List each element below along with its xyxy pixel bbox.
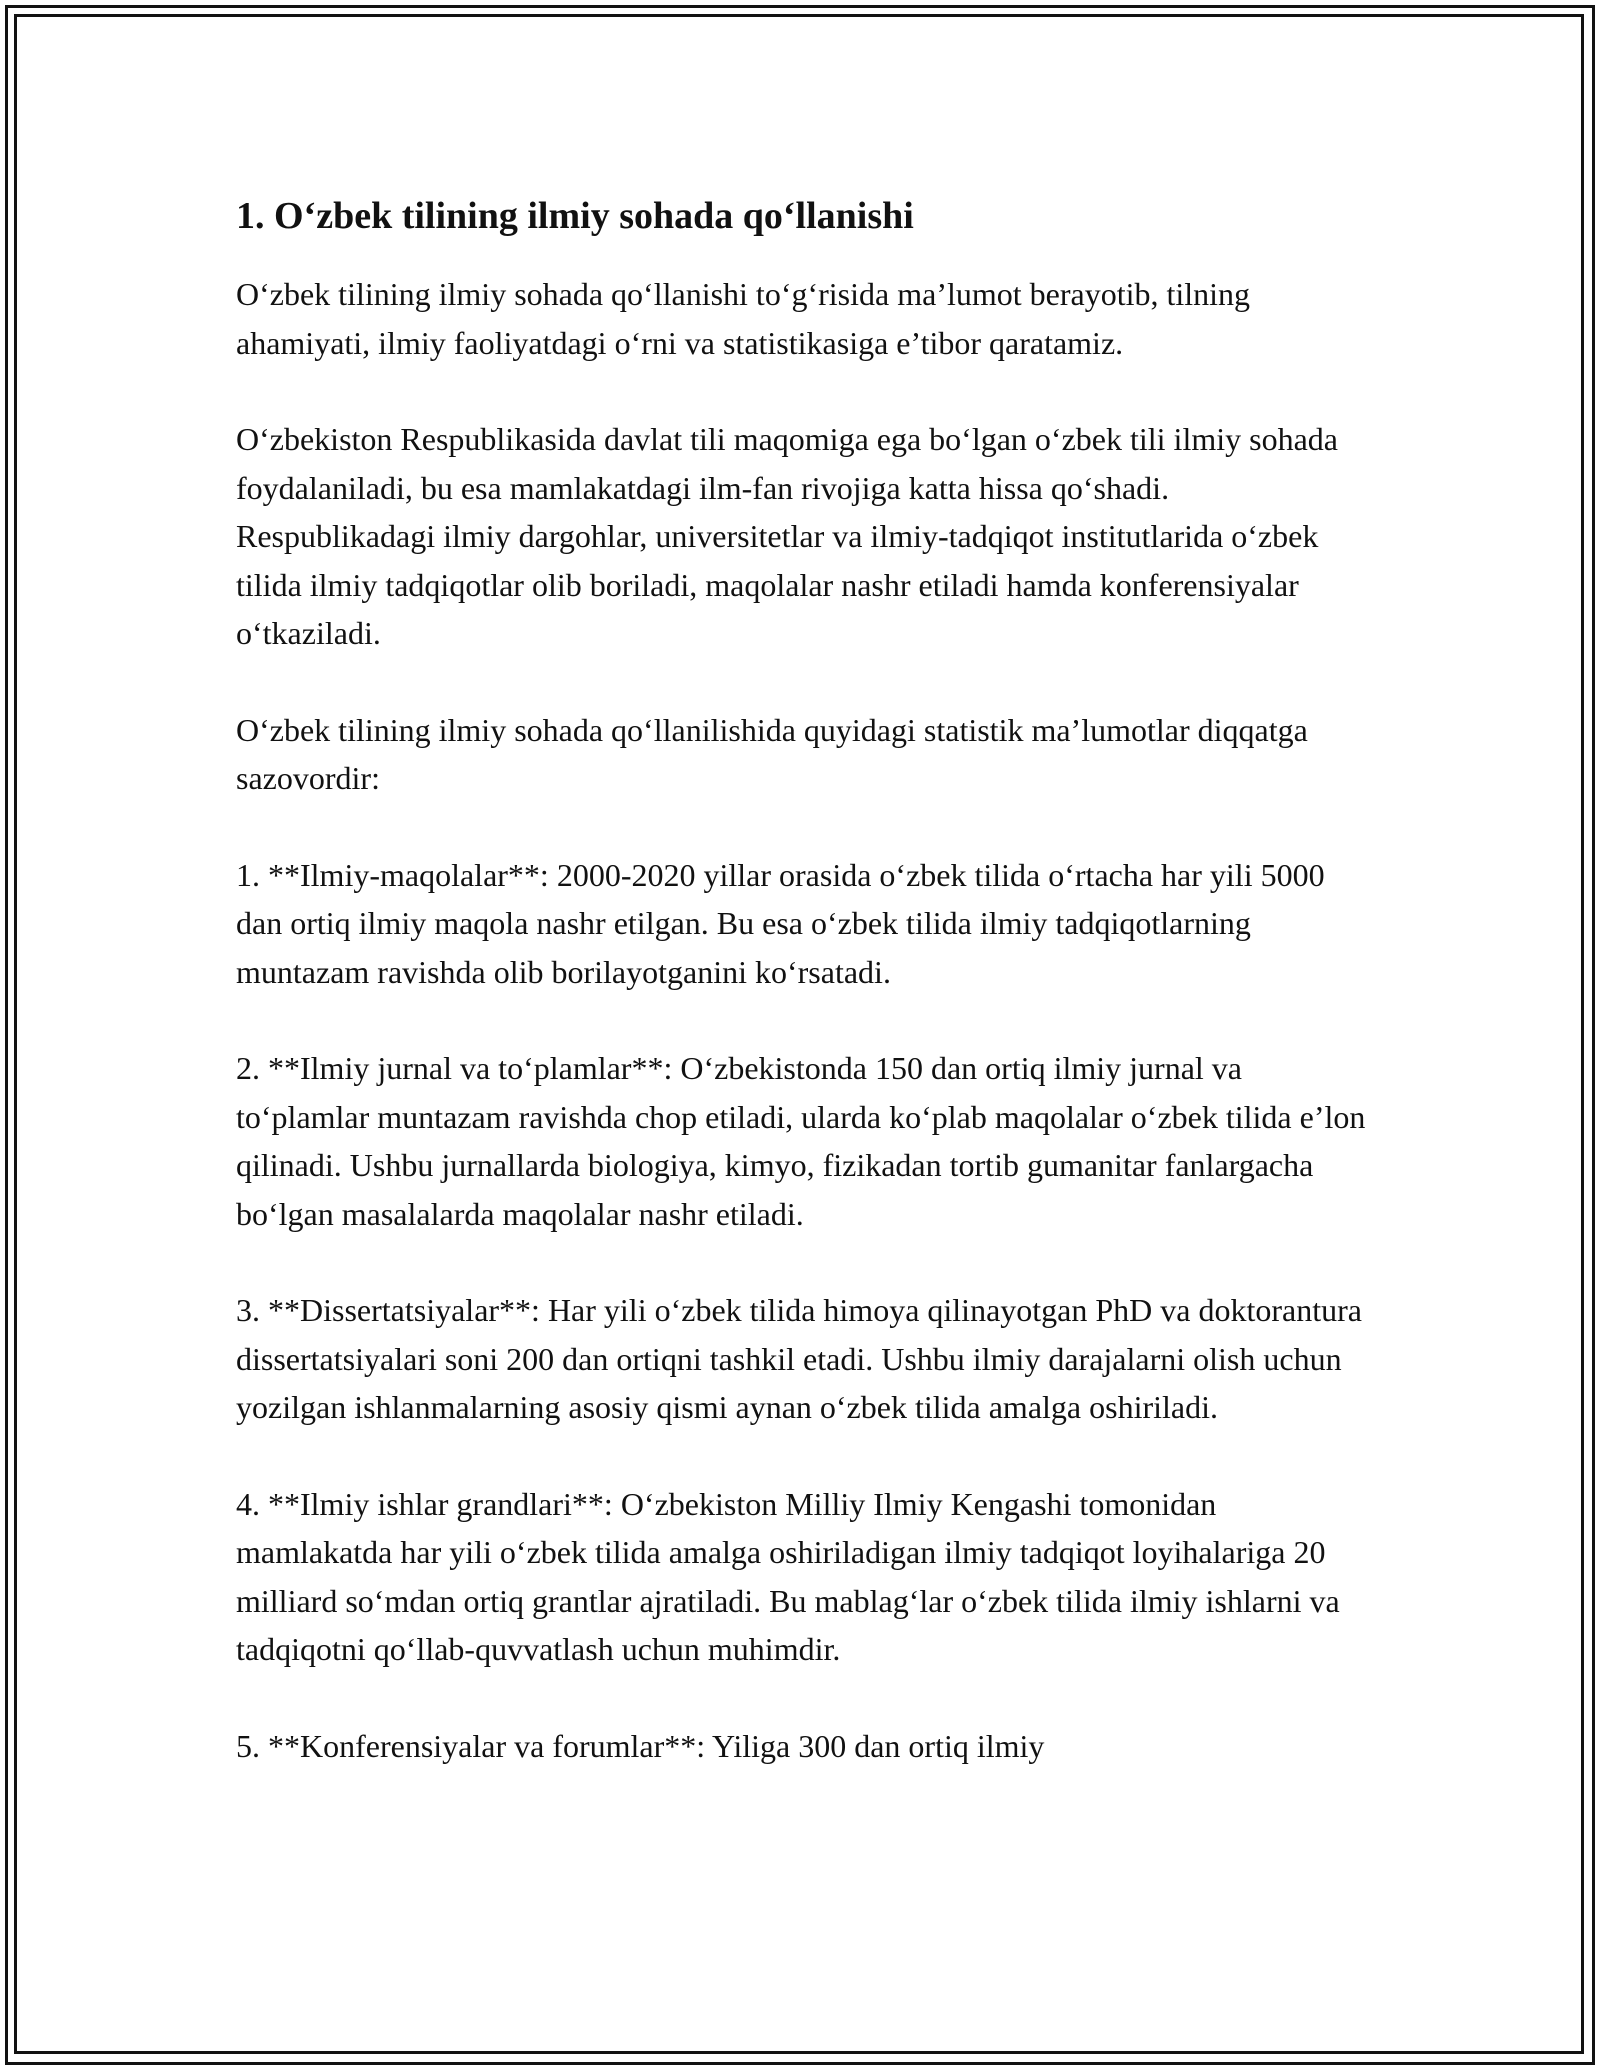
document-body <box>236 188 1366 1818</box>
list-item-dissertations: 3. **Dissertatsiyalar**: Har yili o‘zbek tilida himoya qilinayotgan PhD va doktorantura dissertatsiyalari soni 200 dan ortiqni tashkil etadi. Ushbu ilmiy darajalarni olish uchun yozilgan ishlanmalarning asosiy qismi aynan o‘zbek tilida amalga oshiriladi. <box>236 1292 1362 1425</box>
status-paragraph: O‘zbekiston Respublikasida davlat tili maqomiga ega bo‘lgan o‘zbek tili ilmiy sohada foydalaniladi, bu esa mamlakatdagi ilm-fan rivojiga katta hissa qo‘shadi. Respublikadagi ilmiy dargohlar, universitetlar va ilmiy-tadqiqot institutlarida o‘zbek tilida ilmiy tadqiqotlar olib boriladi, maqolalar nashr etiladi hamda konferensiyalar o‘tkaziladi. <box>236 421 1338 651</box>
list-item-conferences: 5. **Konferensiyalar va forumlar**: Yiliga 300 dan ortiq ilmiy <box>236 1727 1045 1764</box>
list-item-articles: 1. **Ilmiy-maqolalar**: 2000-2020 yillar orasida o‘zbek tilida o‘rtacha har yili 5000 dan ortiq ilmiy maqola nashr etilgan. Bu esa o‘zbek tilida ilmiy tadqiqotlarning muntazam ravishda olib borilayotganini ko‘rsatadi. <box>236 856 1325 990</box>
intro-paragraph: O‘zbek tilining ilmiy sohada qo‘llanishi to‘g‘risida ma’lumot berayotib, tilning ahamiyati, ilmiy faoliyatdagi o‘rni va statistikasiga e’tibor qaratamiz. <box>236 276 1251 361</box>
statistics-intro-paragraph: O‘zbek tilining ilmiy sohada qo‘llanilishida quyidagi statistik ma’lumotlar diqqatga sazovordir: <box>236 711 1308 796</box>
list-item-journals: 2. **Ilmiy jurnal va to‘plamlar**: O‘zbekistonda 150 dan ortiq ilmiy jurnal va to‘plamlar muntazam ravishda chop etiladi, ularda ko‘plab maqolalar o‘zbek tilida e’lon qilinadi. Ushbu jurnallarda biologiya, kimyo, fizikadan tortib gumanitar fanlargacha bo‘lgan masalalarda maqolalar nashr etiladi. <box>236 1050 1366 1232</box>
list-item-grants: 4. **Ilmiy ishlar grandlari**: O‘zbekiston Milliy Ilmiy Kengashi tomonidan mamlakatda har yili o‘zbek tilida amalga oshiriladigan ilmiy tadqiqot loyihalariga 20 milliard so‘mdan ortiq grantlar ajratiladi. Bu mablag‘lar o‘zbek tilida ilmiy ishlarni va tadqiqotni qo‘llab-quvvatlash uchun muhimdir. <box>236 1485 1340 1667</box>
section-heading: 1. O‘zbek tilining ilmiy sohada qo‘llanishi <box>236 195 914 237</box>
